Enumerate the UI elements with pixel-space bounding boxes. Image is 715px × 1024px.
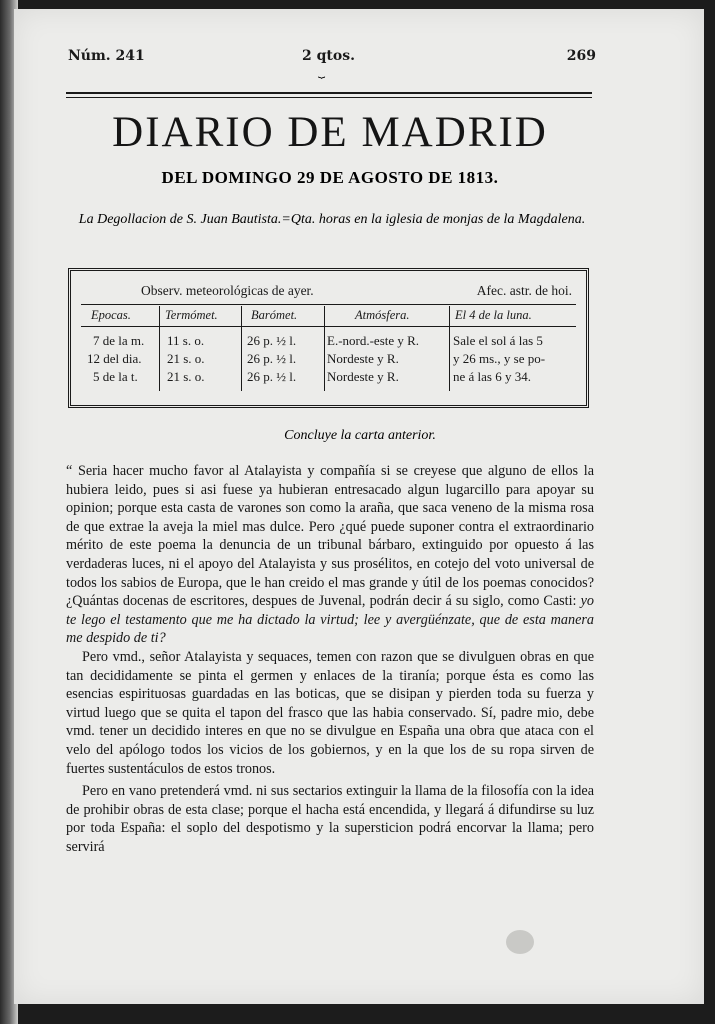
- article-paragraph: Pero vmd., señor Atalayista y sequaces, temen con razon que se divulguen obras en que tan decididamente se pinta el germen y enlaces de la tiranía; porque ésta es como las esencias espirituosas guardadas en las boticas, que se disipan y pierden toda su fuerza y virtud luego que se quita el tapon del frasco que las habia conservado. Sí, padre mio, debe vmd. tener un decidido interes en que no se divulgue en España una obra que ataca con el velo del apólogo todos los vicios de los gobiernos, y en la que los de su ropa sirven de fuertes sustentáculos de estos tronos.: [66, 648, 594, 777]
- price: 2 qtos.: [302, 48, 355, 64]
- feast-line: La Degollacion de S. Juan Bautista.=Qta. horas en la iglesia de monjas de la Magdalena.: [78, 212, 586, 227]
- masthead-title: DIARIO DE MADRID: [112, 109, 548, 156]
- header-termometro: Termómet.: [165, 308, 218, 322]
- cell-atmos: E.-nord.-este y R.: [327, 333, 420, 348]
- cell-thermo: 21 s. o.: [167, 369, 205, 384]
- quoted-verse: yo te lego el testamento que me ha dictado la virtud; lee y avergüénzate, que de esta manera me despido de ti?: [66, 593, 594, 647]
- header-epocas: Epocas.: [91, 308, 131, 322]
- cell-epoch: 12 del dia.: [87, 351, 142, 366]
- header-rule-bottom: [66, 97, 592, 98]
- weather-header-rule: [81, 326, 576, 327]
- cell-epoch: 7 de la m.: [93, 333, 145, 348]
- header-rule-top: [66, 92, 592, 94]
- cell-epoch: 5 de la t.: [93, 369, 138, 384]
- date-line: DEL DOMINGO 29 DE AGOSTO DE 1813.: [161, 168, 499, 187]
- page-header: [68, 48, 596, 78]
- cell-thermo: 21 s. o.: [167, 351, 205, 366]
- cell-thermo: 11 s. o.: [167, 333, 205, 348]
- article-body: [66, 462, 594, 856]
- header-luna: El 4 de la luna.: [455, 308, 532, 322]
- brace-ornament: ⏟: [318, 64, 326, 78]
- page-number: 269: [566, 48, 596, 64]
- weather-title: Observ. meteorológicas de ayer.: [141, 283, 314, 298]
- paragraph-text: “ Seria hacer mucho favor al Atalayista y compañía si se creyese que alguno de ellos la hubiera leido, pues si asi fuese ya hubieran entresacado algun lugarcillo para apoyar su opinion; porque esta casta de varones son como la araña, que saca veneno de la misma rosa de que extrae la aveja la miel mas dulce. Pero ¿qué puede suponer contra el extraordinario mérito de este poema la denuncia de un tribunal bárbaro, extinguido por opuesto á las verdaderas luces, ni el apoyo del Atalayista y sus prosélitos, en cotejo del voto universal de todos los sabios de Europa, que le han creido el mas grande y útil de los poemas conocidos? ¿Quántas docenas de escritores, despues de Juvenal, podrán decir á su siglo, como Casti:: [66, 463, 594, 610]
- cell-baro: 26 p. ½ l.: [247, 351, 297, 366]
- header-barometro: Barómet.: [251, 308, 298, 322]
- article-subtitle: Concluye la carta anterior.: [284, 428, 436, 443]
- weather-title-row: [71, 281, 586, 301]
- paper-stain: [506, 930, 534, 954]
- cell-atmos: Nordeste y R.: [327, 351, 399, 366]
- col-divider: [241, 306, 242, 391]
- cell-luna: ne á las 6 y 34.: [453, 369, 531, 384]
- weather-table: [68, 268, 589, 408]
- cell-baro: 26 p. ½ l.: [247, 369, 297, 384]
- cell-luna: y 26 ms., y se po-: [453, 351, 546, 366]
- cell-luna: Sale el sol á las 5: [453, 333, 543, 348]
- cell-baro: 26 p. ½ l.: [247, 333, 297, 348]
- col-divider: [324, 306, 325, 391]
- header-atmosfera: Atmósfera.: [355, 308, 410, 322]
- col-divider: [449, 306, 450, 391]
- issue-number: Núm. 241: [68, 48, 145, 64]
- article-paragraph: [66, 462, 594, 648]
- weather-rule: [81, 304, 576, 305]
- col-divider: [159, 306, 160, 391]
- article-paragraph: Pero en vano pretenderá vmd. ni sus sectarios extinguir la llama de la filosofía con la idea de prohibir obras de esta clase; porque el hacha está encendida, y llegará á difundirse su luz por toda España: el soplo del despotismo y la supersticion podrá encorvar la llama; pero servirá: [66, 783, 594, 855]
- astro-title: Afec. astr. de hoi.: [476, 283, 572, 298]
- cell-atmos: Nordeste y R.: [327, 369, 399, 384]
